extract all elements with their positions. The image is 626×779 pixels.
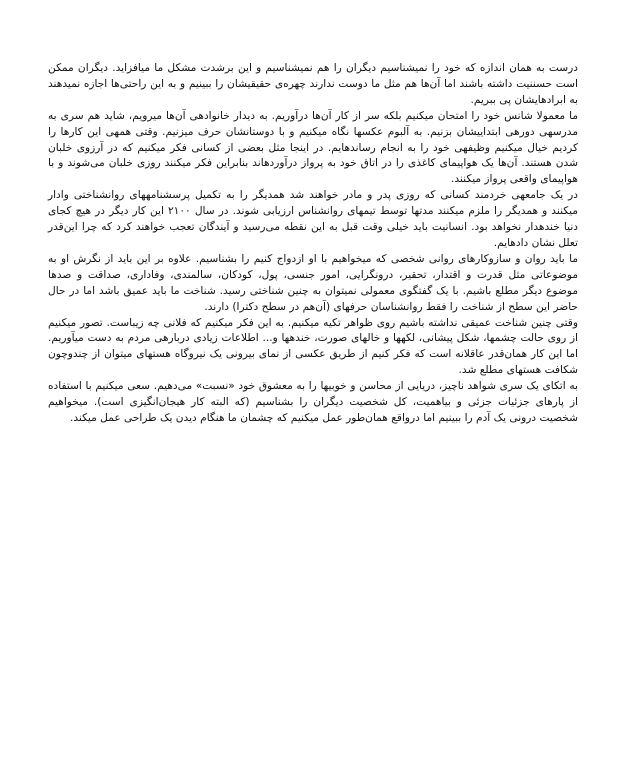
- paragraph-4: ما باید روان و سازوکارهای روانی شخصی که میخواهیم با او ازدواج کنیم را بشناسیم. علاوه بر این باید از نگرش او به موضوعاتی مثل قدرت و اقتدار، تحقیر، درونگرایی، امور جنسی، پول، کودکان، سالمندی، وفاداری، صداقت و صدها موضوع دیگر مطلع باشیم. با یک گفتگوی معمولی نمیتوان به چنین شناختی رسید. شناخت ما باید عمیق باشد اما در حال حاضر این سطح از شناخت را فقط روانشناسان حرفهای (آن‌هم در سطح دکترا) دارند.: [48, 252, 578, 313]
- paragraph-3: در یک جامعهی خردمند کسانی که روزی پدر و مادر خواهند شد همدیگر را به تکمیل پرسشنامههای روانشناختی وادار میکنند و همدیگر را ملزم میکنند مدتها توسط تیمهای روانشناس ارزیابی شوند. در سال ۲۱۰۰ این کار دیگر در هیچ کجای دنیا خندهدار نخواهد بود. انسانیت باید خیلی وقت قبل به این نقطه می‌رسید و آیندگان تعجب خواهند کرد که چرا این‌قدر تعلل نشان دادهایم.: [48, 189, 578, 249]
- paragraph-6: به اتکای یک سری شواهد ناچیز، دریایی از محاسن و خوبیها را به معشوق خود «نسبت» می‌دهیم. سعی میکنیم با استفاده از پارهای جزئیات جزئی و بیاهمیت، کل شخصیت دیگران را بشناسیم (که البته کار هیجان‌انگیزی است). میخواهیم شخصیت درونی یک آدم را ببینیم اما درواقع همان‌طور عمل میکنیم که چشمان ما هنگام دیدن یک طراحی عمل میکند.: [48, 380, 578, 424]
- document-page: [48, 61, 578, 427]
- paragraph-5: وقتی چنین شناخت عمیقی نداشته باشیم روی ظواهر تکیه میکنیم. به این فکر میکنیم که فلانی چه زیباست. تصور میکنیم از روی حالت چشمها، شکل پیشانی، لکهها و خالهای صورت، خندهها و... اطلاعات زیادی دربارهی مردم به دست میآوریم. اما این کار همان‌قدر عاقلانه است که فکر کنیم از طریق عکسی از نمای بیرونی یک نیروگاه هستهای میتوان از چندوچون شکافت هستهای مطلع شد.: [48, 316, 578, 377]
- paragraph-1: درست به همان اندازه که خود را نمیشناسیم دیگران را هم نمیشناسیم و این برشدت مشکل ما میافزاید. دیگران ممکن است حسننیت داشته باشند اما آن‌ها هم مثل ما دوست ندارند چهره‌ی حقیقیشان را ببینیم و به این راحتی‌ها اجازه نمیدهند به ابرادهایشان پی ببریم.: [48, 62, 578, 106]
- paragraph-2: ما معمولا شانس خود را امتحان میکنیم بلکه سر از کار آن‌ها درآوریم. به دیدار خانوادهی آن‌ها میرویم، شاید هم سری به مدرسهی دورهی ابتداییشان بزنیم. به آلبوم عکسها نگاه میکنیم و با دوستانشان حرف میزنیم. وقتی همهی این کارها را کردیم خیال میکنیم وظیفهی خود را به انجام رساندهایم. در اینجا مثل بعضی از کسانی فکر میکنیم که در آرزوی خلبان شدن هستند. آن‌ها یک هواپیمای کاغذی را در اتاق خود به پرواز درآوردهاند بنابراین فکر میکنند روزی خلبان می‌شوند و با هواپیمای واقعی پرواز میکنند.: [48, 109, 578, 186]
